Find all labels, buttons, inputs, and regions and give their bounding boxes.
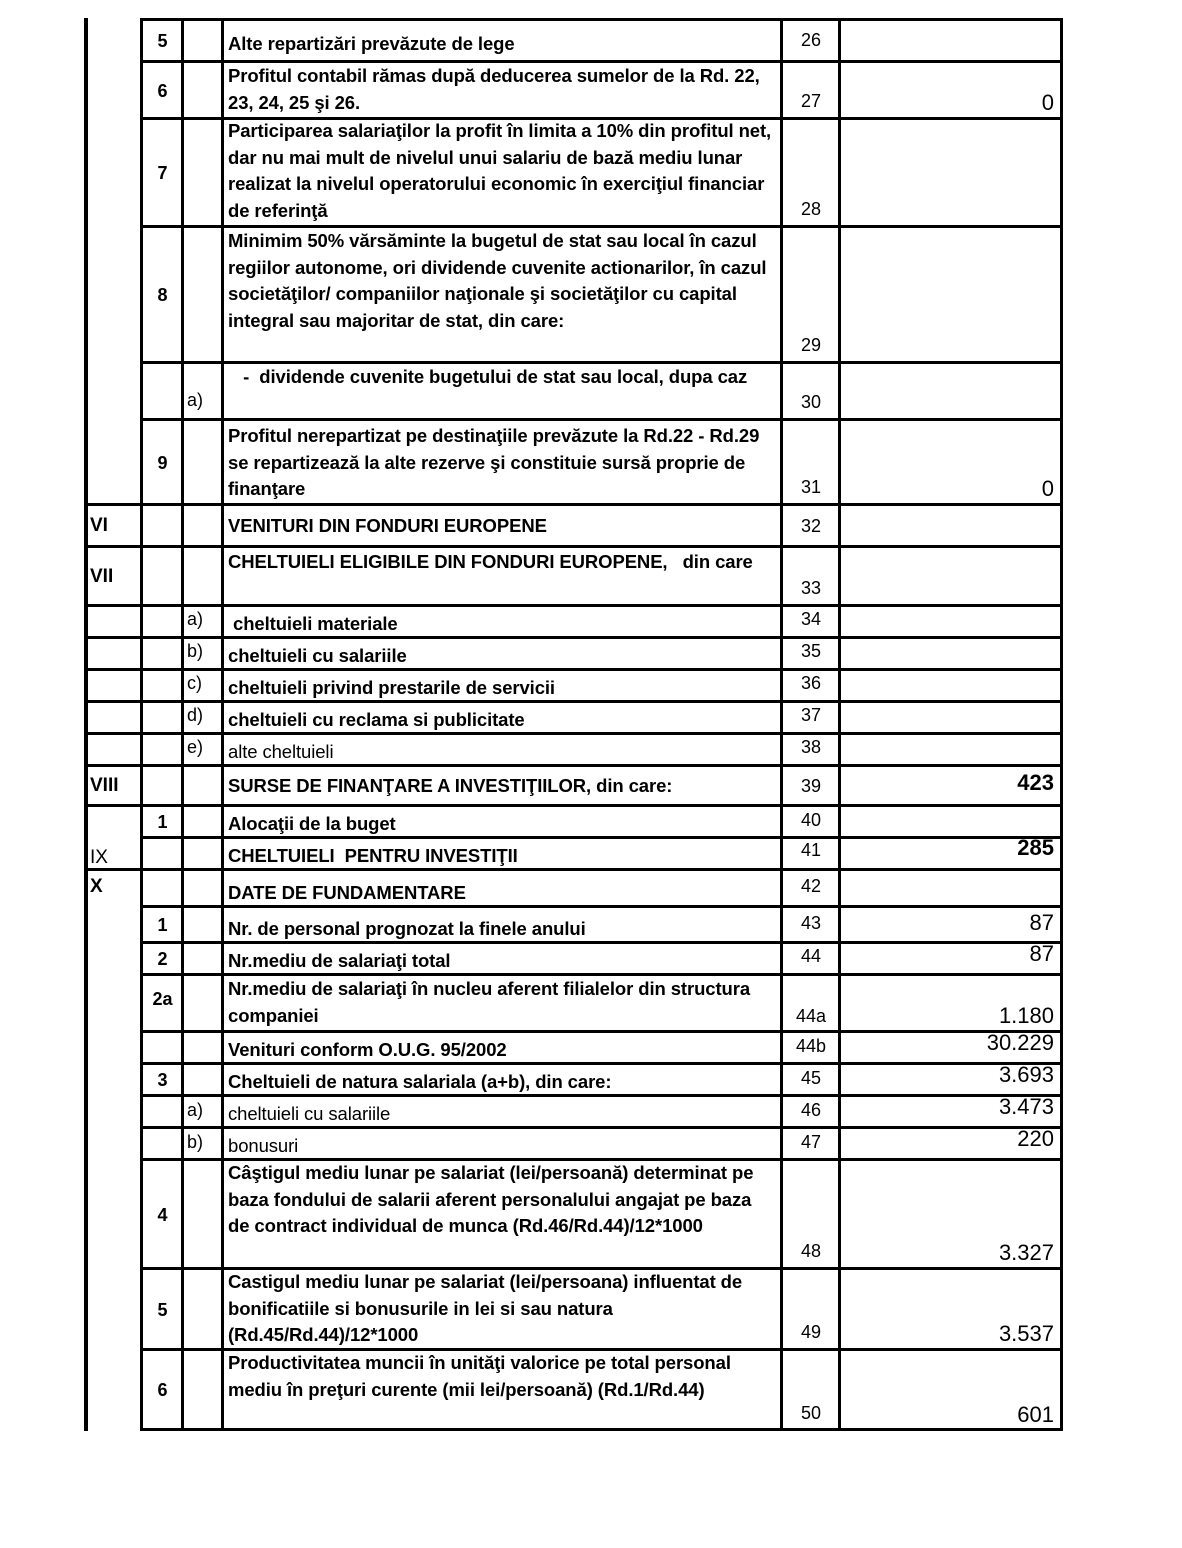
row-code: 33 [800,577,822,598]
row-letter-label: a) [187,1100,204,1120]
table-row [0,868,1182,906]
table-row [0,636,1182,669]
table-row [0,905,1182,942]
row-description: VENITURI DIN FONDURI EUROPENE [228,514,547,536]
table-row [0,836,1182,869]
row-code: 45 [800,1068,822,1088]
row-code: 34 [800,609,822,629]
table-row [0,225,1182,362]
row-code: 27 [800,90,822,111]
row-code: 36 [800,673,822,693]
section-roman-label: VIII [90,774,119,796]
row-number-label: 3 [157,1069,168,1090]
row-number-label: 8 [157,284,168,305]
row-code: 35 [800,641,822,661]
row-code: 50 [800,1402,822,1423]
row-number-label: 1 [157,811,168,832]
row-code: 39 [800,775,822,796]
row-value: 87 [1029,910,1054,935]
row-description: CHELTUIELI ELIGIBILE DIN FONDURI EUROPENE, din care [228,551,753,572]
row-description: cheltuieli materiale [228,612,398,634]
row-number-label: 4 [157,1204,168,1225]
row-value: 3.473 [998,1094,1054,1119]
row-description: Câştigul mediu lunar pe salariat (lei/persoană) determinat pe baza fondului de salarii aferent personalului angajat pe baza de contract individual de munca (Rd.46/Rd.44)/12*1000 [228,1162,754,1236]
row-value: 3.327 [998,1239,1054,1265]
table-row [0,1348,1182,1431]
section-roman-label: X [90,876,103,897]
row-description: bonusuri [228,1134,299,1156]
row-number-label: 6 [157,80,168,101]
row-value: 0 [1041,475,1054,501]
row-description: Alte repartizări prevăzute de lege [228,32,515,54]
row-description: Productivitatea muncii în unităţi valorice pe total personal mediu în preţuri curente (mii lei/persoană) (Rd.1/Rd.44) [228,1352,731,1400]
table-row [0,973,1182,1031]
row-description: Nr.mediu de salariaţi în nucleu aferent filialelor din structura companiei [228,978,751,1026]
row-description: Nr.mediu de salariaţi total [228,949,451,971]
table-row [0,18,1182,61]
table-row [0,117,1182,226]
table-row [0,1158,1182,1268]
row-code: 44a [795,1005,827,1026]
row-value: 423 [1017,770,1054,795]
row-value: 3.693 [998,1062,1054,1087]
row-description: cheltuieli cu reclama si publicitate [228,708,525,730]
row-letter-label: b) [187,1132,204,1152]
row-description: - dividende cuvenite bugetului de stat sau local, dupa caz [228,366,748,387]
row-code: 49 [800,1321,822,1342]
row-number-label: 5 [157,1299,168,1320]
row-code: 26 [800,30,822,50]
table-row [0,941,1182,974]
row-code: 42 [800,876,822,896]
table-row [0,545,1182,605]
row-value: 0 [1041,89,1054,115]
row-code: 32 [800,515,822,536]
row-value: 285 [1017,835,1054,860]
row-code: 28 [800,198,822,219]
table-row [0,732,1182,765]
row-letter-label: a) [187,389,204,410]
table-row [0,668,1182,701]
row-code: 47 [800,1132,822,1152]
row-description: cheltuieli privind prestarile de servicii [228,676,555,698]
row-description: DATE DE FUNDAMENTARE [228,881,466,903]
table-row [0,804,1182,837]
section-roman-label: IX [90,846,108,868]
table-row [0,764,1182,805]
section-roman-label: VII [90,565,114,587]
row-letter-label: b) [187,641,204,661]
row-description: CHELTUIELI PENTRU INVESTIŢII [228,844,518,866]
row-code: 48 [800,1240,822,1261]
row-value: 3.537 [998,1320,1054,1346]
row-letter-label: a) [187,609,204,629]
row-description: Venituri conform O.U.G. 95/2002 [228,1038,507,1060]
table-row [0,1062,1182,1095]
table-row [0,418,1182,504]
row-value: 601 [1017,1401,1054,1427]
row-value: 30.229 [986,1030,1054,1055]
row-code: 40 [800,810,822,830]
row-code: 37 [800,705,822,725]
table-row [0,1126,1182,1159]
row-description: cheltuieli cu salariile [228,644,407,666]
row-number-label: 7 [157,162,168,183]
row-code: 41 [800,840,822,860]
row-description: Alocaţii de la buget [228,812,396,834]
section-roman-label: VI [90,514,108,536]
row-value: 220 [1017,1126,1054,1151]
row-description: Participarea salariaţilor la profit în limita a 10% din profitul net, dar nu mai mult de nivelul unui salariu de bază mediu lunar realizat la nivelul operatorului economic în exerciţiul financiar de referinţă [228,120,772,221]
table-row [0,1094,1182,1127]
row-description: Minimim 50% vărsăminte la bugetul de stat sau local în cazul regiilor autonome, ori dividende cuvenite actionarilor, în cazul societăţilor/ companiilor naţionale şi societăţilor cu capital integral sau majoritar de stat, din care: [228,230,767,331]
row-code: 44 [800,946,822,966]
row-description: Cheltuieli de natura salariala (a+b), din care: [228,1070,612,1092]
table-row [0,604,1182,637]
row-letter-label: e) [187,737,204,757]
row-code: 43 [800,913,822,933]
row-code: 38 [800,737,822,757]
row-code: 30 [800,391,822,412]
row-code: 31 [800,476,822,497]
row-description: SURSE DE FINANŢARE A INVESTIŢIILOR, din care: [228,774,673,796]
row-description: Profitul contabil rămas după deducerea sumelor de la Rd. 22, 23, 24, 25 şi 26. [228,65,760,113]
row-description: Profitul nerepartizat pe destinaţiile prevăzute la Rd.22 - Rd.29 se repartizează la alte rezerve şi constituie sursă proprie de finanţare [228,425,760,499]
row-code: 29 [800,334,822,355]
row-code: 46 [800,1100,822,1120]
row-number-label: 1 [157,914,168,935]
row-value: 87 [1029,941,1054,966]
row-description: alte cheltuieli [228,740,334,762]
row-number-label: 6 [157,1379,168,1400]
table-row [0,700,1182,733]
row-description: Castigul mediu lunar pe salariat (lei/persoana) influentat de bonificatiile si bonusurile in lei si sau natura (Rd.45/Rd.44)/12*1000 [228,1271,743,1345]
row-letter-label: c) [187,673,202,693]
table-row [0,1267,1182,1349]
row-number-label: 5 [157,30,168,51]
row-letter-label: d) [187,705,204,725]
table-row [0,1030,1182,1063]
row-number-label: 2 [157,948,168,969]
table-row [0,503,1182,546]
row-description: Nr. de personal prognozat la finele anului [228,917,586,939]
row-value: 1.180 [998,1002,1054,1028]
row-number-label: 9 [157,452,168,473]
table-row [0,60,1182,118]
row-description: cheltuieli cu salariile [228,1102,391,1124]
table-row [0,361,1182,419]
row-code: 44b [795,1036,827,1056]
row-number-label: 2a [152,989,173,1009]
